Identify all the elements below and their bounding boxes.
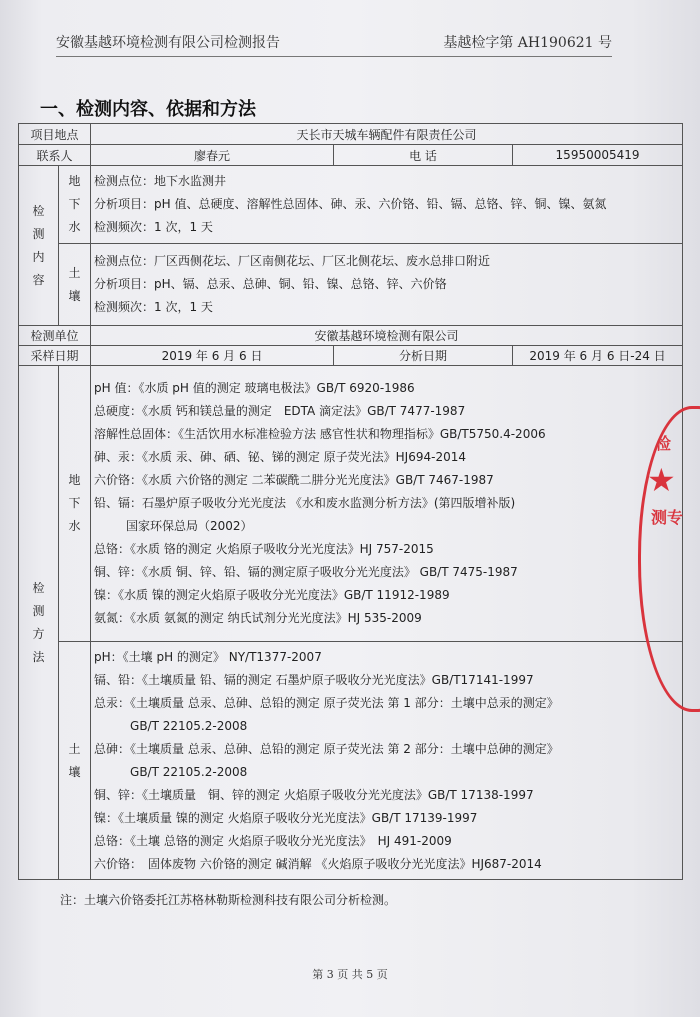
- method-line: 总铬：《水质 铬的测定 火焰原子吸收分光光度法》HJ 757-2015: [94, 542, 434, 556]
- footnote: 注：土壤六价铬委托江苏格林勒斯检测科技有限公司分析检测。: [60, 893, 397, 907]
- soil-label: 土 壤: [59, 244, 91, 326]
- analysis-date-label: 分析日期: [334, 346, 513, 366]
- method-line: 六价铬： 固体废物 六价铬的测定 碱消解 《火焰原子吸收分光光度法》HJ687-2014: [94, 856, 542, 871]
- phone-label: 电 话: [334, 145, 513, 166]
- sampling-date-value: 2019 年 6 月 6 日: [91, 346, 334, 366]
- method-line: 镉、铅：《土壤质量 铅、镉的测定 石墨炉原子吸收分光光度法》GB/T17141-1997: [94, 672, 534, 687]
- row-project-site: [19, 124, 683, 145]
- method-line: 镍：《水质 镍的测定火焰原子吸收分光光度法》GB/T 11912-1989: [94, 588, 450, 602]
- method-line: pH：《土壤 pH 的测定》 NY/T1377-2007: [94, 649, 322, 664]
- groundwater-label: 地 下 水: [59, 166, 91, 244]
- page-number: 第 3 页 共 5 页: [312, 968, 388, 981]
- method-line: 铜、锌：《土壤质量 铜、锌的测定 火焰原子吸收分光光度法》GB/T 17138-1997: [94, 787, 534, 802]
- method-line: 总硬度：《水质 钙和镁总量的测定 EDTA 滴定法》GB/T 7477-1987: [94, 404, 466, 418]
- phone-value: 15950005419: [513, 145, 683, 166]
- groundwater-methods: [91, 366, 683, 642]
- unit-label: 检测单位: [19, 326, 91, 346]
- row-groundwater-methods: [19, 366, 683, 642]
- method-line: GB/T 22105.2-2008: [130, 764, 248, 779]
- method-line: GB/T 22105.2-2008: [130, 718, 248, 733]
- groundwater-method-label: 地 下 水: [59, 366, 91, 642]
- method-line: 国家环保总局（2002）: [126, 519, 253, 533]
- row-dates: [19, 346, 683, 366]
- section-title: 一、检测内容、依据和方法: [40, 99, 256, 120]
- row-soil-methods: [19, 642, 683, 880]
- page-header: [56, 30, 612, 57]
- groundwater-content: 检测点位：地下水监测井 分析项目：pH 值、总硬度、溶解性总固体、砷、汞、六价铬、铅、镉、总铬、锌、铜、镍、氨氮 检测频次：1 次，1 天: [91, 166, 683, 244]
- contact-label: 联系人: [19, 145, 91, 166]
- method-line: 溶解性总固体：《生活饮用水标准检验方法 感官性状和物理指标》GB/T5750.4-2006: [94, 427, 546, 441]
- method-line: pH 值：《水质 pH 值的测定 玻璃电极法》GB/T 6920-1986: [94, 381, 415, 395]
- soil-content: 检测点位：厂区西侧花坛、厂区南侧花坛、厂区北侧花坛、废水总排口附近 分析项目：pH、镉、总汞、总砷、铜、铅、镍、总铬、锌、六价铬 检测频次：1 次，1 天: [91, 244, 683, 326]
- seal-text-bottom: 测专: [651, 508, 684, 527]
- method-label: 检 测 方 法: [19, 366, 59, 880]
- soil-methods: [91, 642, 683, 880]
- method-line: 砷、汞：《水质 汞、砷、硒、铋、锑的测定 原子荧光法》HJ694-2014: [94, 450, 466, 464]
- row-groundwater-content: [19, 166, 683, 244]
- method-line: 铅、镉：石墨炉原子吸收分光光度法 《水和废水监测分析方法》(第四版增补版): [94, 496, 516, 510]
- sampling-date-label: 采样日期: [19, 346, 91, 366]
- project-site-label: 项目地点: [19, 124, 91, 145]
- seal-text-top: 检: [655, 434, 672, 453]
- contact-value: 廖春元: [91, 145, 334, 166]
- detection-table: [18, 123, 683, 880]
- unit-value: 安徽基越环境检测有限公司: [91, 326, 683, 346]
- row-unit: [19, 326, 683, 346]
- star-icon: ★: [647, 461, 676, 499]
- row-soil-content: [19, 244, 683, 326]
- content-label: 检 测 内 容: [19, 166, 59, 326]
- report-number: 基越检字第 AH190621 号: [443, 35, 612, 51]
- method-line: 氨氮：《水质 氨氮的测定 纳氏试剂分光光度法》HJ 535-2009: [94, 611, 422, 625]
- method-line: 总砷：《土壤质量 总汞、总砷、总铅的测定 原子荧光法 第 2 部分：土壤中总砷的测定》: [94, 741, 559, 756]
- method-line: 六价铬：《水质 六价铬的测定 二苯碳酰二肼分光光度法》GB/T 7467-1987: [94, 473, 494, 487]
- row-contact: [19, 145, 683, 166]
- company-report-title: 安徽基越环境检测有限公司检测报告: [56, 35, 280, 51]
- method-line: 镍：《土壤质量 镍的测定 火焰原子吸收分光光度法》GB/T 17139-1997: [94, 810, 478, 825]
- method-line: 总铬：《土壤 总铬的测定 火焰原子吸收分光光度法》 HJ 491-2009: [94, 833, 452, 848]
- project-site-value: 天长市天城车辆配件有限责任公司: [91, 124, 683, 145]
- analysis-date-value: 2019 年 6 月 6 日-24 日: [513, 346, 683, 366]
- method-line: 总汞：《土壤质量 总汞、总砷、总铅的测定 原子荧光法 第 1 部分：土壤中总汞的测定》: [94, 695, 559, 710]
- method-line: 铜、锌：《水质 铜、锌、铅、镉的测定原子吸收分光光度法》 GB/T 7475-1987: [94, 565, 518, 579]
- soil-method-label: 土 壤: [59, 642, 91, 880]
